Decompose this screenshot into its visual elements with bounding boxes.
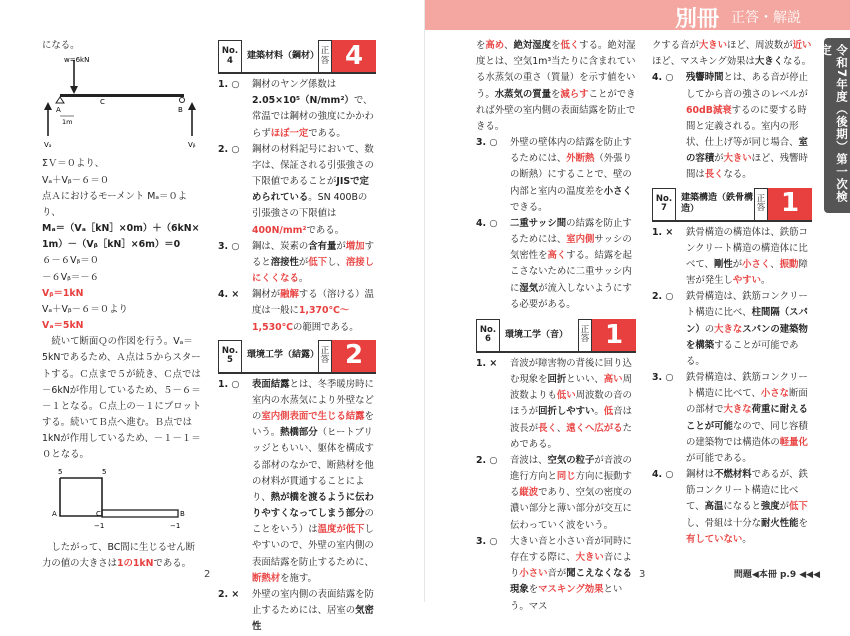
conclusion: したがって、BC間に生じるせん断力の値の大きさは1の1kNである。	[42, 541, 195, 569]
q7-answer: 1	[768, 188, 812, 220]
q5-item-2: 2. × 外壁の室内側の表面結露を防止するためには、居室の気密性	[218, 588, 374, 633]
column-a	[42, 38, 202, 572]
q6-item-3: 3. ○ 大きい音と小さい音が同時に存在する際に、大きい音により小さい音が聞こえなくなる現象をマスキング効果という。マス	[476, 535, 632, 612]
page-number-right: 3	[639, 569, 646, 580]
q6-answer: 1	[592, 319, 636, 351]
eq-7: －６Vᵦ＝－６	[42, 271, 100, 283]
q5-answer: 2	[332, 340, 376, 372]
point-a-label: A	[56, 106, 61, 115]
svg-text:−1: −1	[94, 521, 105, 530]
beam-diagram	[42, 54, 202, 150]
q4-item-4: 4. × 鋼材が融解する（溶ける）温度は一般に1,370℃～1,530℃の範囲である。	[218, 289, 374, 333]
svg-text:C: C	[96, 509, 101, 518]
load-label: w=6kN	[64, 56, 90, 65]
eq-9: Vₐ＋Vᵦ－６＝０より	[42, 303, 128, 315]
svg-text:B: B	[180, 509, 185, 518]
q5-item-4: 4. ○ 二重サッシ間の結露を防止するためには、室内側サッシの気密性を高くする。結露を起こさないために二重サッシ内に湿気が流入しないようにする必要がある。	[476, 217, 632, 310]
svg-text:5: 5	[58, 467, 63, 476]
q5-item-3: 3. ○ 外壁の壁体内の結露を防止するためには、外断熱（外張りの断熱）にすることで、壁の内部と室内の温度差を小さくできる。	[476, 137, 632, 213]
q4-item-3: 3. ○ 鋼は、炭素の含有量が増加すると溶接性が低下し、溶接しにくくなる。	[218, 240, 374, 285]
q6-item-3-cont: クする音が大きいほど、周波数が近いほど、マスキング効果は大きくなる。	[652, 40, 812, 68]
column-c	[476, 38, 636, 615]
column-d	[652, 38, 812, 548]
svg-text:5: 5	[102, 467, 107, 476]
q6-header: No. 6 環境工学（音） 正答 1	[476, 319, 636, 353]
eq-10: Vₐ＝5kN	[42, 320, 84, 332]
q7-item-2: 2. ○ 鉄骨構造は、鉄筋コンクリート構造に比べ、柱間隔（スパン）の大きなスパンの建築物を構築することが可能である。	[652, 291, 808, 367]
column-b	[218, 40, 376, 636]
intro-text: になる。	[42, 40, 80, 51]
q6-item-4: 4. ○ 残響時間とは、ある音が停止してから音の強さのレベルが60dB減衰するのに要する時間と定義される。室内の形状、仕上げ等が同じ場合、室の容積が大きいほど、残響時間は長くなる。	[652, 72, 808, 181]
span-label: 1m	[62, 118, 73, 127]
eq-8: Vᵦ＝1kN	[42, 287, 84, 299]
point-c-label: C	[100, 98, 105, 107]
va-label: Vₐ	[44, 141, 52, 150]
shear-diagram	[42, 464, 192, 534]
eq-6: ６－６Vᵦ＝０	[42, 255, 100, 267]
header-bessatsu: 別冊	[675, 7, 720, 32]
side-tab: 令和7年度（後期）第一次検定	[824, 38, 850, 213]
q5-item-1: 1. ○ 表面結露とは、冬季暖房時に室内の水蒸気により外壁などの室内側表面で生じる結露をいう。熱橋部分（ヒートブリッジともいい、躯体を構成する部材のなかで、断熱材を他の材料が貫通することにより、熱が橋を渡るように伝わりやすくなってしまう部分のことをいう）は温度が低下しやすいので、外壁の室内側の表面結露を防止するために、断熱材を施す。	[218, 378, 374, 584]
question-reference[interactable]: 問題◀本冊 p.9 ◀◀◀	[733, 570, 820, 580]
eq-4: Mₐ＝（Vₐ［kN］×0m）＋（6kN×	[42, 223, 200, 235]
q7-item-1: 1. × 鉄骨構造の構造体は、鉄筋コンクリート構造の構造体に比べて、剛性が小さく、振動障害が発生しやすい。	[652, 226, 808, 287]
q5-header: No. 5 環境工学（結露） 正答 2	[218, 340, 376, 374]
gutter-divider	[424, 0, 425, 602]
vb-label: Vᵦ	[188, 141, 196, 150]
eq-3: 点Ａにおけるモーメント Mₐ＝０より、	[42, 190, 188, 218]
q4-answer: 4	[332, 40, 376, 72]
q7-item-3: 3. ○ 鉄骨構造は、鉄筋コンクリート構造に比べて、小さな断面の部材で大きな荷重に耐えることが可能なので、同じ容積の建築物では構造体の軽量化が可能である。	[652, 372, 808, 464]
shear-text: 続いて断面Ｑの作図を行う。Vₐ＝5kNであるため、Ａ点は５からスタートする。Ｃ点まで５が続き、Ｃ点では－6kNが作用しているため、５－６＝－１となる。Ｃ点上の－１にプロットする。続いてＢ点へ進む。Ｂ点では1kNが作用しているため、－１－１＝０となる。	[42, 336, 202, 461]
q4-header: No. 4 建築材料（鋼材） 正答 4	[218, 40, 376, 74]
q4-item-2: 2. ○ 鋼材の材料記号において、数字は、保証される引張強さの下限値であることがJISで定められている。SN 400Bの引張強さの下限値は400N/mm²である。	[218, 143, 374, 236]
eq-2: Vₐ＋Vᵦ－６＝０	[42, 174, 110, 186]
header-band	[425, 0, 850, 30]
header-title: 正答・解説	[731, 10, 801, 26]
q6-item-1: 1. × 音波が障害物の背後に回り込む現象を回折といい、高い周波数よりも低い周波数の音のほうが回折しやすい。低音は波長が長く、遠くへ広がるためである。	[476, 357, 632, 450]
svg-text:A: A	[52, 509, 57, 518]
q7-header: No. 7 建築構造（鉄骨構造） 正答 1	[652, 188, 812, 222]
q4-item-1: 1. ○ 鋼材のヤング係数は2.05×10⁵（N/mm²）で、常温では鋼材の強度にかかわらずほぼ一定である。	[218, 79, 374, 139]
point-b-label: B	[178, 106, 183, 115]
page-number-left: 2	[204, 569, 211, 580]
q5-item-2-cont: を高め、絶対湿度を低くする。絶対湿度とは、空気1m³当たりに含まれている水蒸気の重さ（質量）を示す値をいう。水蒸気の質量を減らすことができれば外壁の室内側の表面結露を防止できる。	[476, 40, 636, 132]
eq-5: 1m）－（Vᵦ［kN］×6m）＝0	[42, 239, 181, 251]
q7-item-4: 4. ○ 鋼材は不燃材料であるが、鉄筋コンクリート構造に比べて、高温になると強度が低下し、骨組は十分な耐火性能を有していない。	[652, 469, 808, 545]
svg-text:−1: −1	[170, 521, 181, 530]
eq-1: ΣＶ＝０より、	[42, 158, 105, 170]
q6-item-2: 2. ○ 音波は、空気の粒子が音波の進行方向と同じ方向に振動する縦波であり、空気の密度の濃い部分と薄い部分が交互に伝わっていく波をいう。	[476, 454, 632, 531]
